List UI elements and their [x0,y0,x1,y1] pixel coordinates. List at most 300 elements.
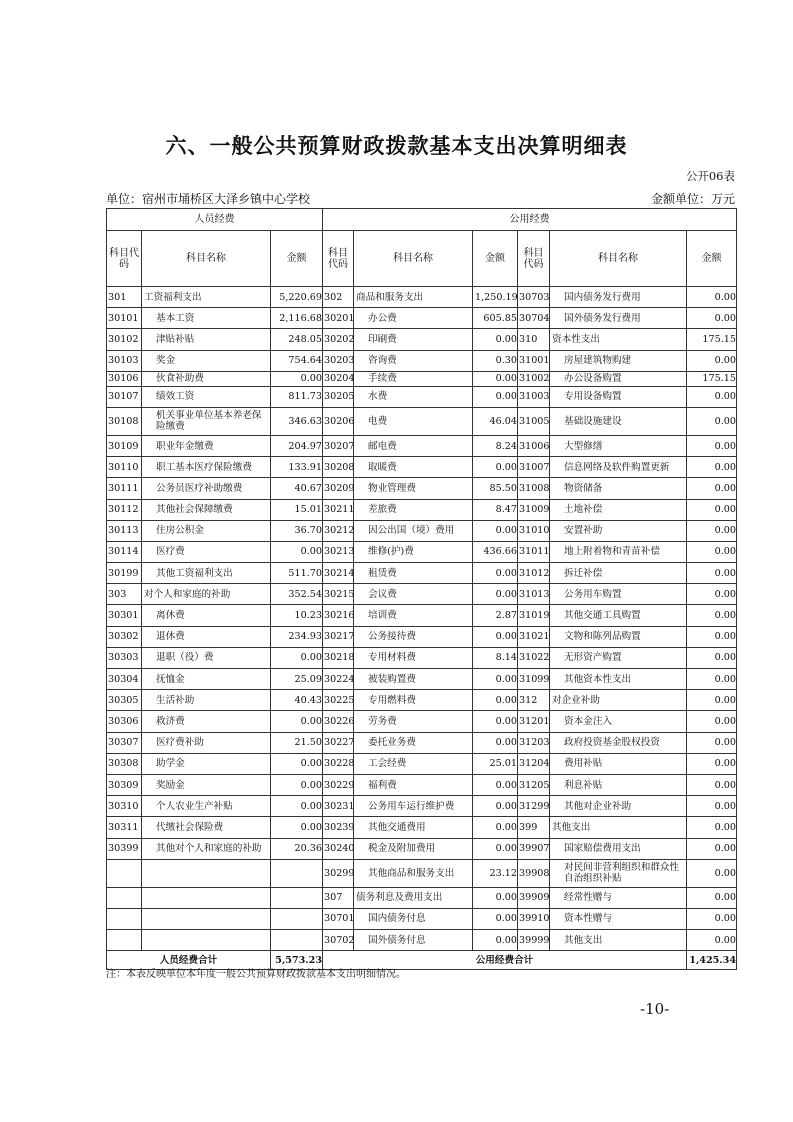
amount: 0.00 [687,605,737,626]
subject-name: 租赁费 [354,563,473,584]
subject-name: 其他交通工具购置 [550,605,687,626]
subject-name: 劳务费 [354,711,473,732]
amount: 436.66 [473,541,518,562]
subject-code: 30307 [107,732,142,753]
table-row [107,753,737,774]
subject-code [107,887,142,908]
subject-name: 商品和服务支出 [354,287,473,308]
subject-code: 39999 [518,930,550,951]
table-row [107,350,737,371]
amount: 15.01 [271,499,323,520]
amount: 0.00 [687,350,737,371]
amount: 0.00 [687,563,737,584]
subject-code: 30204 [324,373,355,385]
amount: 0.30 [473,350,518,371]
subject-name: 对企业补助 [550,690,687,711]
table-row [107,407,737,435]
subject-name: 国外债务付息 [354,930,473,951]
subject-code: 30114 [107,541,142,562]
subject-code: 30311 [107,817,142,838]
public-total-amount: 1,425.34 [687,951,737,970]
subject-code: 30305 [107,690,142,711]
subject-name: 邮电费 [354,435,473,456]
subject-code: 30304 [107,669,142,690]
amount: 0.00 [687,753,737,774]
amount: 0.00 [687,435,737,456]
amount: 46.04 [473,407,518,435]
amount: 0.00 [687,908,737,929]
table-row [107,930,737,951]
amount: 0.00 [473,838,518,859]
subject-code: 31002 [519,373,550,385]
subject-name: 基础设施建设 [550,407,687,435]
subject-code: 31009 [518,499,550,520]
subject-code: 30306 [107,711,142,732]
subject-code: 30108 [107,407,142,435]
amount: 234.93 [271,626,323,647]
subject-name: 其他对个人和家庭的补助 [142,838,271,859]
subject-code: 30213 [323,541,354,562]
subject-name: 离休费 [142,605,271,626]
subject-name: 被装购置费 [354,669,473,690]
subject-code: 30211 [323,499,354,520]
subject-name: 抚恤金 [142,669,271,690]
subject-name: 个人农业生产补贴 [142,796,271,817]
amount: 2,116.68 [271,308,323,329]
subject-name: 水费 [354,386,473,407]
personnel-total-label: 人员经费合计 [107,951,271,970]
amount: 0.00 [687,796,737,817]
amount: 25.09 [271,669,323,690]
subject-code: 30302 [107,626,142,647]
subject-code [107,908,142,929]
subject-code: 30102 [107,329,142,350]
subject-name: 办公设备购置 [550,371,687,386]
table-row [107,308,737,329]
amount: 346.63 [271,407,323,435]
subject-name: 公务员医疗补助缴费 [142,478,271,499]
table-row [107,287,737,308]
amount: 0.00 [687,457,737,478]
table-row [107,838,737,859]
amount: 0.00 [687,407,737,435]
amount: 811.73 [271,386,323,407]
subject-code: 30206 [323,407,354,435]
subject-code: 31204 [518,753,550,774]
table-row [107,371,737,386]
subject-code: 31011 [518,541,550,562]
subject-name: 代缴社会保险费 [142,817,271,838]
amount: 25.01 [473,753,518,774]
table-row [107,817,737,838]
col-header-code: 科目代码 [323,231,354,287]
subject-name: 国外债务发行费用 [550,308,687,329]
amount: 605.85 [473,308,518,329]
subject-name: 基本工资 [142,308,271,329]
subject-code: 30215 [323,584,354,605]
amount: 0.00 [473,584,518,605]
amount: 0.00 [271,711,323,732]
amount: 2.87 [473,605,518,626]
subject-name: 工资福利支出 [142,287,271,308]
expenditure-table [106,208,737,970]
amount: 21.50 [271,732,323,753]
table-row [107,732,737,753]
amount: 0.00 [687,520,737,541]
subject-code: 31013 [518,584,550,605]
table-row [107,386,737,407]
amount: 511.70 [271,563,323,584]
amount [271,908,323,929]
subject-code: 31001 [518,350,550,371]
subject-code: 31012 [518,563,550,584]
subject-name: 取暖费 [354,457,473,478]
subject-name: 大型修缮 [550,435,687,456]
subject-name [142,908,271,929]
amount: 0.00 [687,626,737,647]
subject-name: 资本性赠与 [550,908,687,929]
subject-name: 其他对企业补助 [550,796,687,817]
subject-name: 专用燃料费 [354,690,473,711]
subject-name [142,930,271,951]
amount: 0.00 [271,647,323,668]
amount: 0.00 [687,930,737,951]
subject-code: 30218 [323,647,354,668]
subject-code [107,859,142,887]
subject-name: 国内债务发行费用 [550,287,687,308]
amount: 0.00 [271,371,323,386]
subject-name: 税金及附加费用 [354,838,473,859]
amount: 0.00 [473,371,518,386]
subject-name [142,887,271,908]
subject-code: 31022 [518,647,550,668]
subject-name: 国家赔偿费用支出 [550,838,687,859]
subject-name: 地上附着物和青苗补偿 [550,541,687,562]
subject-code: 30308 [107,753,142,774]
subject-code: 30209 [323,478,354,499]
amount: 204.97 [271,435,323,456]
table-row [107,563,737,584]
subject-name: 住房公积金 [142,520,271,541]
subject-name: 土地补偿 [550,499,687,520]
table-row [107,520,737,541]
amount: 36.70 [271,520,323,541]
amount: 0.00 [687,499,737,520]
table-row [107,329,737,350]
col-header-name: 科目名称 [550,231,687,287]
subject-code: 31008 [518,478,550,499]
subject-name: 绩效工资 [142,386,271,407]
amount: 133.91 [271,457,323,478]
amount: 8.14 [473,647,518,668]
amount: 0.00 [473,563,518,584]
amount: 0.00 [473,386,518,407]
col-header-amount: 金额 [473,231,518,287]
amount: 0.00 [271,541,323,562]
subject-name: 培训费 [354,605,473,626]
subject-code: 30399 [107,838,142,859]
amount [271,887,323,908]
subject-code: 30208 [323,457,354,478]
amount: 0.00 [473,711,518,732]
footnote: 注：本表反映单位本年度一般公共预算财政拨款基本支出明细情况。 [106,969,406,980]
amount: 248.05 [271,329,323,350]
table-row [107,584,737,605]
amount: 175.15 [687,371,737,386]
amount: 0.00 [473,732,518,753]
subject-code: 30310 [107,796,142,817]
subject-name: 拆迁补偿 [550,563,687,584]
amount: 0.00 [687,386,737,407]
subject-name: 专用材料费 [354,647,473,668]
subject-code: 307 [323,887,354,908]
amount: 5,220.69 [271,287,323,308]
subject-code: 30702 [323,930,354,951]
amount: 20.36 [271,838,323,859]
subject-code: 30228 [323,753,354,774]
subject-name: 费用补贴 [550,753,687,774]
subject-name: 其他交通费用 [354,817,473,838]
subject-code: 302 [323,287,354,308]
subject-name: 物资储备 [550,478,687,499]
subject-name: 手续费 [354,371,473,386]
amount: 0.00 [687,669,737,690]
subject-name: 信息网络及软件购置更新 [550,457,687,478]
subject-code: 31003 [518,386,550,407]
amount: 0.00 [687,838,737,859]
subject-name: 维修(护)费 [354,541,473,562]
table-number: 公开06表 [685,169,735,183]
subject-code: 30299 [323,859,354,887]
subject-name: 房屋建筑物购建 [550,350,687,371]
subject-code: 30225 [323,690,354,711]
subject-name: 资本金注入 [550,711,687,732]
subject-name: 利息补贴 [550,774,687,795]
subject-name: 退职（役）费 [142,647,271,668]
amount: 0.00 [687,711,737,732]
subject-code: 30110 [107,457,142,478]
table-row [107,859,737,887]
subject-code [107,930,142,951]
table-row [107,605,737,626]
subject-name: 无形资产购置 [550,647,687,668]
table-row [107,796,737,817]
amount: 0.00 [271,796,323,817]
amount: 85.50 [473,478,518,499]
unit-label: 单位：宿州市埇桥区大泽乡镇中心学校 [106,192,311,206]
subject-name: 伙食补助费 [142,371,271,386]
amount: 175.15 [687,329,737,350]
subject-name: 救济费 [142,711,271,732]
amount: 40.43 [271,690,323,711]
table-row [107,669,737,690]
subject-code: 31007 [518,457,550,478]
subject-name: 印刷费 [354,329,473,350]
col-header-code: 科目代码 [518,231,550,287]
subject-code: 30229 [323,774,354,795]
amount: 0.00 [687,478,737,499]
subject-name: 津贴补贴 [142,329,271,350]
amount: 0.00 [687,541,737,562]
amount: 0.00 [473,669,518,690]
subject-code: 31006 [518,435,550,456]
table-row [107,435,737,456]
table-row [107,690,737,711]
subject-name: 债务利息及费用支出 [354,887,473,908]
subject-code: 399 [518,817,550,838]
subject-code: 30303 [107,647,142,668]
amount: 0.00 [687,774,737,795]
subject-name: 公务用车购置 [550,584,687,605]
money-unit-label: 金额单位：万元 [650,192,735,206]
subject-code: 30203 [323,350,354,371]
subject-code: 39907 [518,838,550,859]
subject-name: 公务接待费 [354,626,473,647]
subject-code: 30701 [323,908,354,929]
amount [271,859,323,887]
amount: 0.00 [473,329,518,350]
amount: 0.00 [687,647,737,668]
subject-name: 文物和陈列品购置 [550,626,687,647]
subject-name: 对个人和家庭的补助 [142,584,271,605]
subject-name: 经常性赠与 [550,887,687,908]
subject-name: 奖金 [142,350,271,371]
amount: 0.00 [687,287,737,308]
col-header-code: 科目代码 [107,231,142,287]
amount: 0.00 [473,520,518,541]
subject-code: 31019 [518,605,550,626]
subject-name: 资本性支出 [550,329,687,350]
subject-name: 职工基本医疗保险缴费 [142,457,271,478]
subject-name: 国内债务付息 [354,908,473,929]
page-title: 六、一般公共预算财政拨款基本支出决算明细表 [165,133,628,158]
subject-code: 31005 [518,407,550,435]
subject-code: 39910 [518,908,550,929]
amount [271,930,323,951]
table-row [107,887,737,908]
col-header-name: 科目名称 [354,231,473,287]
col-header-amount: 金额 [271,231,323,287]
amount: 0.00 [473,887,518,908]
subject-name: 政府投资基金股权投资 [550,732,687,753]
amount: 0.00 [271,753,323,774]
subject-code: 39909 [518,887,550,908]
amount: 1,250.19 [473,287,518,308]
amount: 23.12 [473,859,518,887]
subject-code: 31205 [518,774,550,795]
subject-name: 奖励金 [142,774,271,795]
subject-code: 30111 [107,478,142,499]
group-header-personnel: 人员经费 [107,209,323,231]
subject-code: 30107 [107,386,142,407]
amount: 0.00 [687,732,737,753]
subject-name [142,859,271,887]
table-row [107,908,737,929]
amount: 0.00 [271,774,323,795]
subject-code: 31299 [518,796,550,817]
subject-name: 会议费 [354,584,473,605]
subject-code: 30239 [323,817,354,838]
amount: 0.00 [687,584,737,605]
amount: 0.00 [687,887,737,908]
subject-name: 公务用车运行维护费 [354,796,473,817]
personnel-total-amount: 5,573.23 [271,951,323,970]
table-row [107,711,737,732]
subject-name: 其他工资福利支出 [142,563,271,584]
subject-code: 30231 [323,796,354,817]
subject-name: 职业年金缴费 [142,435,271,456]
subject-name: 医疗费 [142,541,271,562]
subject-code: 30106 [107,371,142,386]
amount: 0.00 [473,908,518,929]
subject-code: 30214 [323,563,354,584]
subject-code: 30112 [107,499,142,520]
amount: 754.64 [271,350,323,371]
col-header-amount: 金额 [687,231,737,287]
amount: 10.23 [271,605,323,626]
amount: 0.00 [473,817,518,838]
subject-name: 其他资本性支出 [550,669,687,690]
subject-name: 物业管理费 [354,478,473,499]
subject-name: 生活补助 [142,690,271,711]
amount: 8.24 [473,435,518,456]
subject-code: 303 [107,584,142,605]
subject-code: 30202 [323,329,354,350]
subject-name: 差旅费 [354,499,473,520]
subject-name: 助学金 [142,753,271,774]
subject-code: 30101 [107,308,142,329]
subject-code: 30703 [518,287,550,308]
subject-code: 31010 [518,520,550,541]
col-header-name: 科目名称 [142,231,271,287]
subject-code: 30103 [107,350,142,371]
subject-code: 30309 [107,774,142,795]
subject-code: 31203 [518,732,550,753]
subject-name: 咨询费 [354,350,473,371]
table-row [107,499,737,520]
amount: 0.00 [473,930,518,951]
subject-code: 30240 [323,838,354,859]
table-row [107,457,737,478]
subject-name: 机关事业单位基本养老保险缴费 [142,407,271,435]
amount: 0.00 [473,457,518,478]
table-row [107,478,737,499]
subject-code: 30216 [323,605,354,626]
amount: 0.00 [687,308,737,329]
page-number: -10- [640,1000,670,1018]
subject-code: 39908 [518,859,550,887]
subject-code: 30224 [323,669,354,690]
amount: 352.54 [271,584,323,605]
table-row [107,647,737,668]
subject-name: 工会经费 [354,753,473,774]
subject-name: 专用设备购置 [550,386,687,407]
subject-code: 30226 [323,711,354,732]
public-total-label: 公用经费合计 [323,951,687,970]
amount: 8.47 [473,499,518,520]
subject-code: 30205 [323,386,354,407]
subject-code: 301 [107,287,142,308]
subject-code: 310 [518,329,550,350]
amount: 0.00 [473,626,518,647]
subject-code: 312 [518,690,550,711]
amount: 0.00 [271,817,323,838]
table-row [107,626,737,647]
subject-name: 因公出国（境）费用 [354,520,473,541]
subject-code: 30201 [323,308,354,329]
amount: 40.67 [271,478,323,499]
subject-name: 其他商品和服务支出 [354,859,473,887]
